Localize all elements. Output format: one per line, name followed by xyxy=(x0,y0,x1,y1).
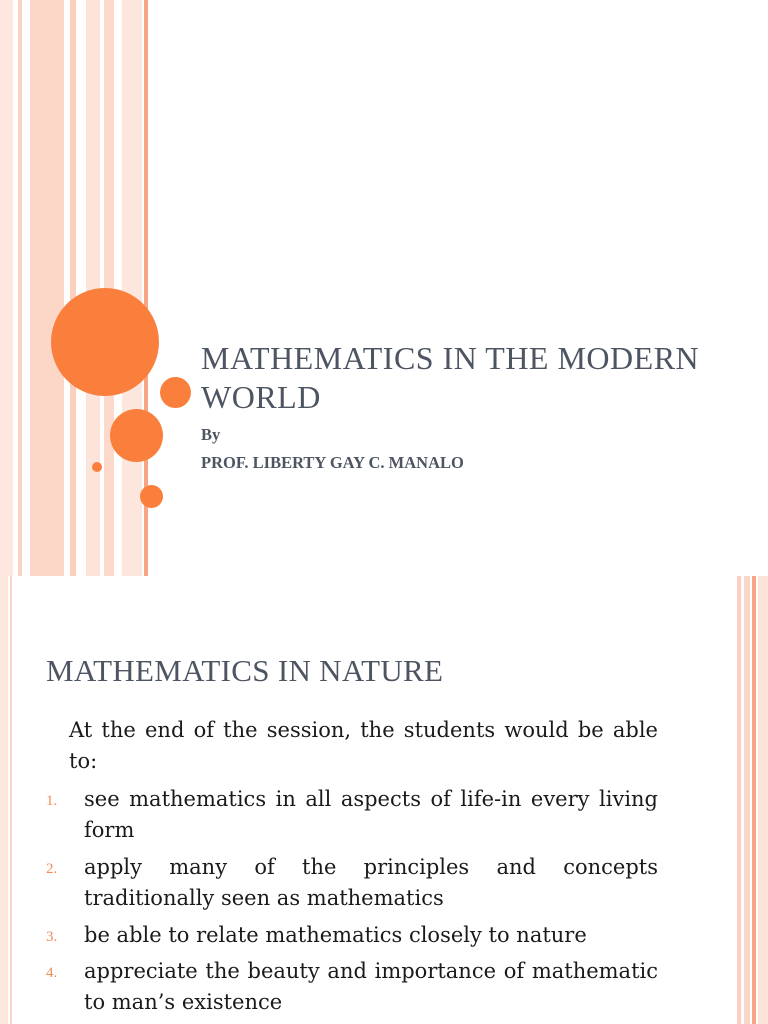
list-item xyxy=(46,784,658,846)
decorative-stripe xyxy=(18,0,22,576)
decorative-stripe xyxy=(744,576,750,1024)
author-name: PROF. LIBERTY GAY C. MANALO xyxy=(201,453,464,472)
list-item-text: appreciate the beauty and importance of mathematic to man’s existence xyxy=(84,959,658,1014)
slide-title: MATHEMATICS IN NATURE xyxy=(46,653,444,688)
decorative-stripe xyxy=(0,576,8,1024)
decorative-stripe xyxy=(70,0,76,576)
list-item-text: apply many of the principles and concepts traditionally seen as mathematics xyxy=(84,855,658,910)
list-item-text: see mathematics in all aspects of life-in every living form xyxy=(84,787,658,842)
decorative-stripe xyxy=(0,0,13,576)
decorative-circle-large xyxy=(51,288,159,396)
decorative-circle-small xyxy=(160,377,191,408)
list-number: 3. xyxy=(46,929,58,945)
list-item xyxy=(46,920,658,951)
decorative-stripe xyxy=(30,0,64,576)
list-number: 2. xyxy=(46,861,58,877)
decorative-circle-dot xyxy=(92,462,102,472)
decorative-circle-medium xyxy=(110,409,163,462)
intro-text: At the end of the session, the students would be able to: xyxy=(69,718,658,773)
list-number: 4. xyxy=(46,965,58,981)
decorative-stripe xyxy=(10,576,12,1024)
decorative-stripe xyxy=(737,576,741,1024)
decorative-stripe xyxy=(752,576,756,1024)
byline-label: By xyxy=(201,425,221,444)
objectives-list xyxy=(46,784,658,1024)
list-item-text: be able to relate mathematics closely to nature xyxy=(84,923,587,947)
slide-title: MATHEMATICS IN THE MODERN WORLD xyxy=(201,340,700,415)
decorative-stripe xyxy=(122,0,142,576)
list-item xyxy=(46,956,658,1018)
list-item xyxy=(46,852,658,914)
list-number: 1. xyxy=(46,793,58,809)
decorative-stripe xyxy=(758,576,768,1024)
decorative-circle-tiny xyxy=(140,485,163,508)
